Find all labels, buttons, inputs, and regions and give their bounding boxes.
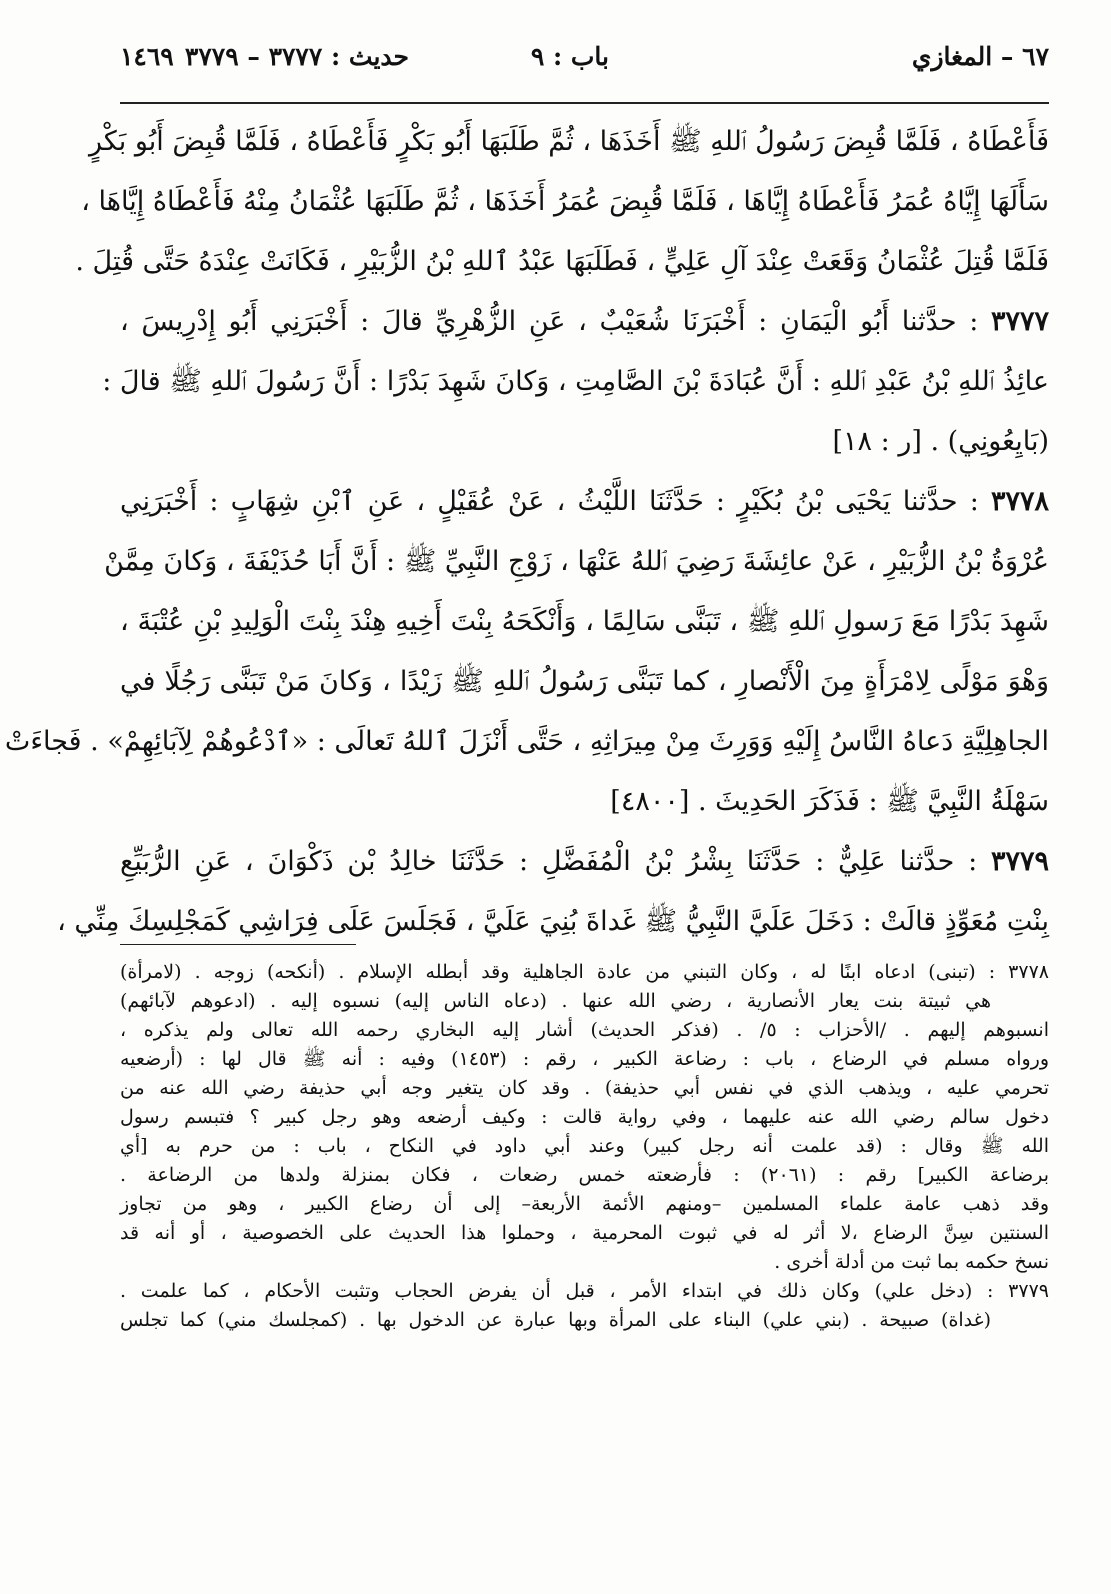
text-line [120, 412, 1049, 472]
cross-reference: [ر : ١٨] [832, 426, 922, 457]
footnote-line: ٣٧٧٨ : (تبنى) ادعاه ابنًا له ، وكان التبني من عادة الجاهلية وقد أبطله الإسلام . (أنكحه) زوجه . (لامرأة) [120, 961, 1049, 983]
cross-reference: [٤٨٠٠] [610, 786, 690, 817]
line-text: (بَايِعُونِي) . [930, 426, 1049, 457]
footnote-line: الله ﷺ وقال : (قد علمت أنه رجل كبير) وعند أبي داود في النكاح ، باب : من حرم به [أي [120, 1135, 1049, 1157]
footnote-line: نسخ حكمه بما ثبت من أدلة أخرى . [774, 1251, 1049, 1273]
text-line [102, 352, 1049, 412]
footnote-line: السنتين سِنَّ الرضاع ،لا أثر له في ثبوت المحرمية ، وحملوا هذا الحديث على الخصوصية ، أو أنه قد [120, 1222, 1049, 1244]
main-text [4, 112, 1049, 952]
line-text: وَهْوَ مَوْلًى لِامْرَأَةٍ مِنَ الْأَنْصارِ ، كما تَبَنَّى رَسُولُ ٱللهِ ﷺ زَيْدًا ، وَكانَ مَنْ تَبَنَّى رَجُلًا في [120, 666, 1049, 697]
text-line [4, 712, 1049, 772]
text-line [120, 772, 1049, 832]
bab-number: باب : ٩ [530, 42, 609, 71]
hadith-number: ٣٧٧٩ [990, 846, 1049, 877]
footnote-line: دخول سالم رضي الله عنه عليهما ، وفي رواية قالت : وكيف أرضعه وهو رجل كبير ؟ فتبسم رسول [120, 1106, 1049, 1128]
hadith-range: حديث : ٣٧٧٧ – ٣٧٧٩ [184, 42, 409, 71]
chapter-title: ٦٧ – المغازي [911, 42, 1049, 71]
line-text: الجاهِلِيَّةِ دَعاهُ النَّاسُ إِلَيْهِ وَوَرِثَ مِنْ مِيرَاثِهِ ، حَتَّى أَنْزَلَ ٱللهُ تَعالَى : «ٱدْعُوهُمْ لِآبَائِهِمْ» . فَجاءَتْ [4, 726, 1049, 757]
header-rule [120, 102, 1049, 104]
footnote-line: هي ثبيتة بنت يعار الأنصارية ، رضي الله عنها . (دعاه الناس إليه) نسبوه إليه . (ادعوهم لآبائهم) [120, 990, 991, 1012]
text-line [120, 592, 1049, 652]
footnote-line: وقد ذهب عامة علماء المسلمين –ومنهم الأئمة الأربعة– إلى أن رضاع الكبير ، وهو من تجاوز [120, 1193, 1049, 1215]
text-line [120, 652, 1049, 712]
line-text: سَهْلَةُ النَّبِيَّ ﷺ : فَذَكَرَ الحَدِيثَ . [698, 786, 1049, 817]
text-line [81, 172, 1049, 232]
text-line [104, 532, 1049, 592]
page-number: ١٤٦٩ [120, 42, 174, 71]
line-text: فَلَمَّا قُتِلَ عُثْمَانُ وَقَعَتْ عِنْدَ آلِ عَلِيٍّ ، فَطَلَبَهَا عَبْدُ ٱللهِ بْنُ الزُّبَيْرِ ، فَكَانَتْ عِنْدَهُ حَتَّى قُتِلَ . [75, 246, 1049, 277]
hadith-number: ٣٧٧٨ [990, 486, 1049, 517]
footnote-rule [120, 944, 356, 945]
line-text: سَأَلَهَا إِيَّاهُ عُمَرُ فَأَعْطَاهُ إِيَّاهَا ، فَلَمَّا قُبِضَ عُمَرُ أَخَذَهَا ، ثُمَّ طَلَبَهَا عُثْمَانُ مِنْهُ فَأَعْطَاهُ إِيَّاهَا ، [81, 186, 1049, 217]
footnote-line: (غداة) صبيحة . (بني علي) البناء على المرأة وبها عبارة عن الدخول بها . (كمجلسك مني) كما تجلس [120, 1309, 991, 1331]
hadith-line [120, 832, 1049, 892]
hadith-line [120, 292, 1049, 352]
line-text: بِنْتِ مُعَوِّذٍ قالَتْ : دَخَلَ عَلَيَّ النَّبِيُّ ﷺ غَداةَ بُنِيَ عَلَيَّ ، فَجَلَسَ عَلَى فِرَاشِي كَمَجْلِسِكَ مِنِّي ، [57, 906, 1049, 937]
line-text: : حدَّثنا يَحْيَى بْنُ بُكَيْرٍ : حَدَّثَنَا اللَّيْثُ ، عَنْ عُقَيْلٍ ، عَنِ ٱبْنِ شِهَابٍ : أَخْبَرَنِي [120, 486, 991, 517]
hadith-number: ٣٧٧٧ [990, 306, 1049, 337]
footnote-line: تحرمي عليه ، ويذهب الذي في نفس أبي حذيفة) . وقد كان يتغير وجه أبي حذيفة رضي الله عنه من [120, 1077, 1049, 1099]
footnote-line: انسبوهم إليهم . /الأحزاب : ٥/ . (فذكر الحديث) أشار إليه البخاري رحمه الله تعالى ولم يذكره ، [120, 1019, 1049, 1041]
line-text: عُرْوَةُ بْنُ الزُّبَيْرِ ، عَنْ عائِشَةَ رَضِيَ ٱللهُ عَنْهَا ، زَوْجِ النَّبِيِّ ﷺ : أَنَّ أَبَا حُذَيْفَةَ ، وَكانَ مِمَّنْ [104, 546, 1049, 577]
footnotes [120, 958, 1049, 1335]
text-line [75, 232, 1049, 292]
line-text: : حدَّثنا عَلِيٌّ : حَدَّثَنَا بِشْرُ بْنُ الْمُفَضَّلِ : حَدَّثَنَا خالِدُ بْن ذَكْوَانَ ، عَنِ الرُّبَيِّعِ [120, 846, 991, 877]
running-header [120, 42, 1049, 92]
text-line [88, 112, 1049, 172]
line-text: عائِذُ ٱللهِ بْنُ عَبْدِ ٱللهِ : أَنَّ عُبَادَةَ بْنَ الصَّامِتِ ، وَكانَ شَهِدَ بَدْرًا : أَنَّ رَسُولَ ٱللهِ ﷺ قالَ : [102, 366, 1049, 397]
footnote-line: ورواه مسلم في الرضاع ، باب : رضاعة الكبير ، رقم : (١٤٥٣) وفيه : أنه ﷺ قال لها : (أرضعيه [120, 1048, 1049, 1070]
footnote-line: برضاعة الكبير] رقم : (٢٠٦١) : فأرضعته خمس رضعات ، فكان بمنزلة ولدها من الرضاعة . [120, 1164, 1049, 1186]
hadith-line [120, 472, 1049, 532]
line-text: شَهِدَ بَدْرًا مَعَ رَسولِ ٱللهِ ﷺ ، تَبَنَّى سَالِمًا ، وَأَنْكَحَهُ بِنْتَ أَخِيهِ هِنْدَ بِنْتَ الْوَلِيدِ بْنِ عُتْبَةَ ، [120, 606, 1049, 637]
line-text: فَأَعْطَاهُ ، فَلَمَّا قُبِضَ رَسُولُ ٱللهِ ﷺ أَخَذَهَا ، ثُمَّ طَلَبَهَا أَبُو بَكْرٍ فَأَعْطَاهُ ، فَلَمَّا قُبِضَ أَبُو بَكْرٍ [88, 126, 1049, 157]
line-text: : حدَّثنا أَبُو الْيَمَانِ : أَخْبَرَنَا شُعَيْبٌ ، عَنِ الزُّهْرِيِّ قالَ : أَخْبَرَنِي أَبُو إِدْرِيسَ ، [120, 306, 991, 337]
text-line [57, 892, 1049, 952]
footnote-line: ٣٧٧٩ : (دخل علي) وكان ذلك في ابتداء الأمر ، قبل أن يفرض الحجاب وتثبت الأحكام ، كما علمت . [120, 1280, 1049, 1302]
